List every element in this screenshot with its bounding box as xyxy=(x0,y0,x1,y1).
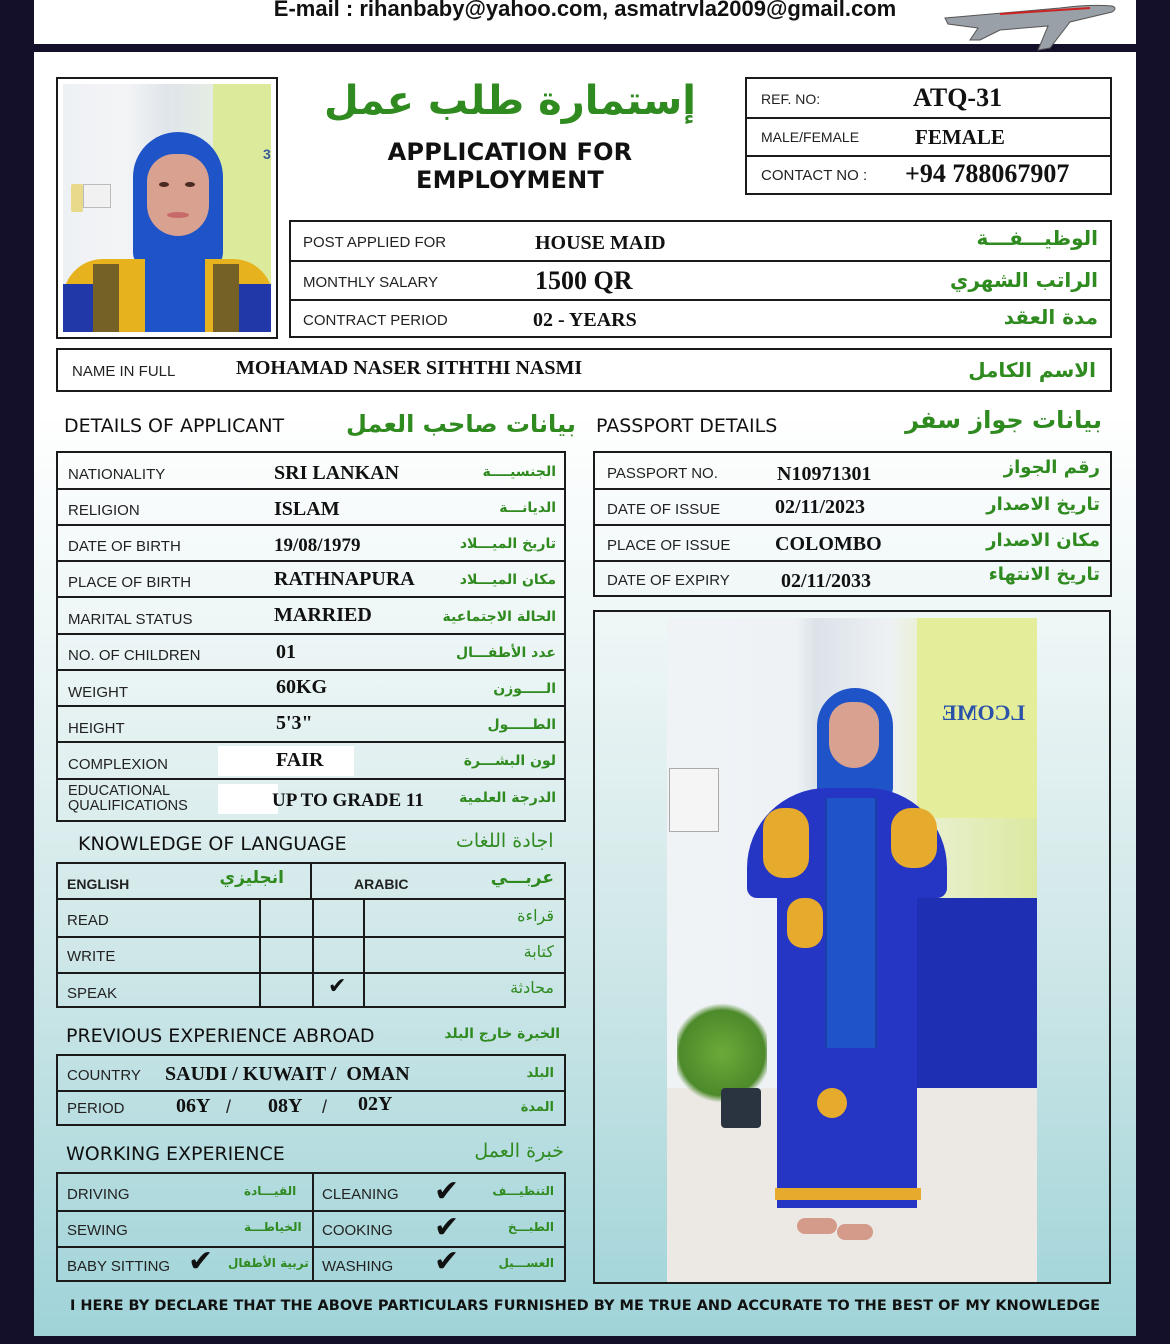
row-label: PLACE OF ISSUE xyxy=(607,537,731,554)
row-label-arabic: الدرجة العلمية xyxy=(459,790,556,806)
period-value: 06Y xyxy=(176,1095,211,1117)
row-label-arabic: عدد الأطفـــال xyxy=(456,645,556,661)
salary-label-arabic: الراتب الشهري xyxy=(950,268,1098,292)
language-row-label: READ xyxy=(67,912,109,929)
english-label: ENGLISH xyxy=(67,876,130,892)
applicant-section-heading: DETAILS OF APPLICANT xyxy=(64,415,285,437)
english-header-cell xyxy=(58,864,312,900)
name-value: MOHAMAD NASER SITHTHI NASMI xyxy=(236,357,583,379)
skill-label: DRIVING xyxy=(67,1186,130,1203)
row-label: HEIGHT xyxy=(68,720,125,737)
language-section-heading-arabic: اجادة اللغات xyxy=(456,830,554,852)
post-label-arabic: الوظيـــفـــة xyxy=(976,226,1098,250)
language-row-label-arabic: قراءة xyxy=(517,906,554,925)
skill-label: CLEANING xyxy=(322,1186,399,1203)
working-experience-table xyxy=(56,1172,566,1282)
row-label: DATE OF ISSUE xyxy=(607,501,721,518)
arabic-label: ARABIC xyxy=(354,876,409,892)
ref-row xyxy=(747,79,1110,119)
row-label: RELIGION xyxy=(68,502,140,519)
language-section-heading: KNOWLEDGE OF LANGUAGE xyxy=(78,833,347,855)
arabic-speak-checkbox[interactable]: ✔ xyxy=(328,974,347,999)
applicant-section-heading-arabic: بيانات صاحب العمل xyxy=(346,410,576,438)
contract-row xyxy=(291,301,1110,338)
row-label-arabic: تاريخ الاصدار xyxy=(986,494,1100,515)
row-value: 01 xyxy=(276,641,296,663)
applicant-details-table xyxy=(56,451,566,822)
declaration-text: I HERE BY DECLARE THAT THE ABOVE PARTICULARS FURNISHED BY ME TRUE AND ACCURATE TO THE BEST OF MY KNOWLEDGE xyxy=(69,1298,1101,1314)
post-row xyxy=(291,222,1110,262)
salary-value: 1500 QR xyxy=(535,266,633,295)
working-experience-heading: WORKING EXPERIENCE xyxy=(66,1143,285,1165)
contact-value: +94 788067907 xyxy=(905,159,1070,188)
contact-label: CONTACT NO : xyxy=(761,167,868,184)
country-row xyxy=(58,1056,564,1092)
baby-sitting-checkbox[interactable]: ✔ xyxy=(188,1244,214,1279)
row-value: 02/11/2033 xyxy=(781,570,872,592)
skill-label: SEWING xyxy=(67,1222,128,1239)
row-label: DATE OF EXPIRY xyxy=(607,572,730,589)
row-label-arabic: الطـــــول xyxy=(487,717,556,733)
row-label-arabic: لون البشـــرة xyxy=(463,753,556,769)
job-details-box xyxy=(289,220,1112,338)
row-label-arabic: رقم الجواز xyxy=(1003,457,1100,478)
title-english: APPLICATION FOR EMPLOYMENT xyxy=(387,138,633,194)
row-value: COLOMBO xyxy=(775,533,882,555)
experience-abroad-heading: PREVIOUS EXPERIENCE ABROAD xyxy=(66,1025,375,1047)
table-row xyxy=(58,780,564,820)
table-row xyxy=(58,562,564,598)
row-label: NATIONALITY xyxy=(68,466,166,483)
title-arabic: إستمارة طلب عمل xyxy=(324,78,696,124)
row-label-arabic: تاريخ الميـــلاد xyxy=(459,536,556,552)
row-value: N10971301 xyxy=(777,463,872,485)
table-row xyxy=(58,671,564,707)
row-label-arabic: الـــــوزن xyxy=(493,681,556,697)
period-value: 02Y xyxy=(358,1093,393,1115)
table-row xyxy=(58,453,564,490)
period-label-arabic: المدة xyxy=(520,1100,554,1115)
language-table xyxy=(56,862,566,1008)
cleaning-checkbox[interactable]: ✔ xyxy=(434,1174,460,1209)
skill-label-arabic: الخياطـــة xyxy=(244,1220,302,1234)
skill-label-arabic: التنظيـــف xyxy=(492,1184,554,1198)
contract-label-arabic: مدة العقد xyxy=(1003,305,1098,329)
skill-label: COOKING xyxy=(322,1222,393,1239)
row-label: COMPLEXION xyxy=(68,756,169,773)
row-value: 19/08/1979 xyxy=(274,535,361,556)
skill-label-arabic: الطبـــخ xyxy=(507,1220,554,1234)
row-label-arabic: تاريخ الانتهاء xyxy=(988,564,1100,585)
passport-section-heading: PASSPORT DETAILS xyxy=(596,415,778,437)
period-separator: / xyxy=(322,1097,328,1117)
table-row xyxy=(595,562,1110,595)
row-label-arabic: الديانـــة xyxy=(499,500,556,516)
skill-label-arabic: الغســـيل xyxy=(498,1256,554,1270)
row-label-arabic: الجنسيــــة xyxy=(482,464,556,480)
period-separator: / xyxy=(226,1097,232,1117)
experience-abroad-heading-arabic: الخبرة خارج البلد xyxy=(444,1026,560,1042)
country-label-arabic: البلد xyxy=(526,1066,554,1081)
language-row-label: WRITE xyxy=(67,948,116,965)
salary-label: MONTHLY SALARY xyxy=(303,274,439,291)
skill-label-arabic: تربية الأطفال xyxy=(228,1256,309,1270)
period-value: 08Y xyxy=(268,1095,303,1117)
skill-label: WASHING xyxy=(322,1258,394,1275)
washing-checkbox[interactable]: ✔ xyxy=(434,1244,460,1279)
row-label: MARITAL STATUS xyxy=(68,611,193,628)
post-value: HOUSE MAID xyxy=(535,232,666,254)
row-value: ISLAM xyxy=(274,498,340,520)
row-label: DATE OF BIRTH xyxy=(68,538,181,555)
gender-value: FEMALE xyxy=(915,125,1005,149)
language-row-label: SPEAK xyxy=(67,985,118,1002)
name-label-arabic: الاسم الكامل xyxy=(968,358,1096,382)
table-row xyxy=(58,635,564,671)
row-value: SRI LANKAN xyxy=(274,462,400,484)
period-row xyxy=(58,1092,564,1124)
ref-value: ATQ-31 xyxy=(913,83,1003,112)
experience-abroad-table xyxy=(56,1054,566,1126)
table-row xyxy=(58,743,564,780)
row-value: RATHNAPURA xyxy=(274,568,415,590)
row-value: 02/11/2023 xyxy=(775,496,866,518)
skill-label-arabic: القيـــادة xyxy=(244,1184,297,1198)
applicant-full-body-photo xyxy=(593,610,1111,1284)
country-value: SAUDI / KUWAIT / OMAN xyxy=(165,1063,410,1085)
welcome-sign-text: LCOME xyxy=(942,700,1026,725)
contract-label: CONTRACT PERIOD xyxy=(303,312,448,329)
salary-row xyxy=(291,262,1110,301)
table-row xyxy=(58,490,564,526)
contact-email-line: E-mail : rihanbaby@yahoo.com, asmatrvla2009@gmail.com xyxy=(273,0,897,21)
row-label-arabic: مكان الاصدار xyxy=(986,530,1100,551)
table-row xyxy=(58,526,564,562)
arabic-label-arabic: عربـــي xyxy=(490,868,554,888)
cooking-checkbox[interactable]: ✔ xyxy=(434,1210,460,1245)
row-label: PLACE OF BIRTH xyxy=(68,574,192,591)
gender-row xyxy=(747,119,1110,157)
table-row xyxy=(58,707,564,743)
passport-details-table xyxy=(593,451,1112,597)
skill-label: BABY SITTING xyxy=(67,1258,171,1275)
row-value: UP TO GRADE 11 xyxy=(272,790,424,811)
table-row xyxy=(58,598,564,635)
full-name-box xyxy=(56,348,1112,392)
airplane-icon xyxy=(940,0,1120,52)
gender-label: MALE/FEMALE xyxy=(761,129,860,145)
row-label-arabic: الحالة الاجتماعية xyxy=(442,609,556,625)
sign-fragment: 3 xyxy=(263,146,271,162)
passport-section-heading-arabic: بيانات جواز سفر xyxy=(905,406,1102,434)
row-value: FAIR xyxy=(276,749,324,771)
row-value: MARRIED xyxy=(274,604,372,626)
row-label: NO. OF CHILDREN xyxy=(68,647,201,664)
table-row xyxy=(595,490,1110,526)
contract-value: 02 - YEARS xyxy=(533,309,637,331)
table-row xyxy=(595,526,1110,562)
row-label-arabic: مكان الميـــلاد xyxy=(459,572,556,588)
country-label: COUNTRY xyxy=(67,1067,141,1084)
language-row-label-arabic: محادثة xyxy=(510,978,554,997)
row-label: EDUCATIONAL QUALIFICATIONS xyxy=(68,783,188,814)
ref-label: REF. NO: xyxy=(761,91,821,107)
row-value: 60KG xyxy=(276,676,328,698)
ref-info-box xyxy=(745,77,1112,195)
applicant-portrait-photo xyxy=(56,77,278,339)
arabic-header-cell xyxy=(312,864,564,900)
contact-row xyxy=(747,157,1110,193)
row-value: 5'3" xyxy=(276,712,313,734)
row-label: WEIGHT xyxy=(68,684,128,701)
working-experience-heading-arabic: خبرة العمل xyxy=(474,1140,564,1162)
name-label: NAME IN FULL xyxy=(72,363,176,380)
period-label: PERIOD xyxy=(67,1100,125,1117)
english-label-arabic: انجليزي xyxy=(219,868,284,888)
row-label: PASSPORT NO. xyxy=(607,465,718,482)
language-row-label-arabic: كتابة xyxy=(523,942,554,961)
post-label: POST APPLIED FOR xyxy=(303,234,447,251)
table-row xyxy=(595,453,1110,490)
